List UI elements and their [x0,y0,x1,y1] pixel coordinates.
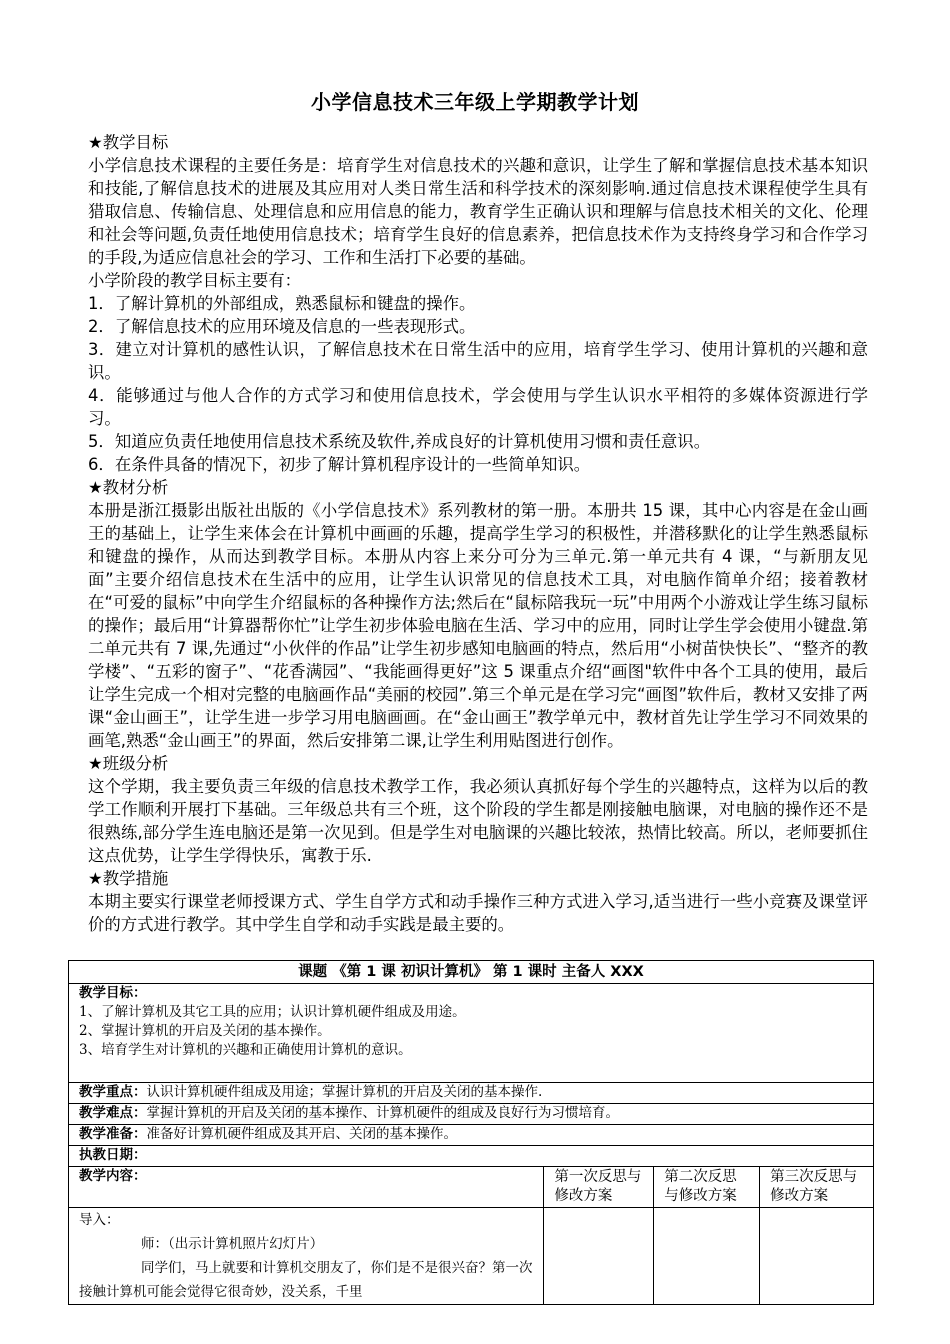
teaching-date-cell [69,1146,874,1167]
content-label: 教学内容： [79,1168,147,1184]
lesson-plan-table [68,960,874,1305]
section-heading-measures: ★教学措施 [88,869,169,888]
goal-item: 2．了解信息技术的应用环境及信息的一些表现形式。 [88,317,476,336]
reflect-second-cell: 第二次反思与修改方案 [654,1167,760,1208]
difficulty-text: 掌握计算机的开启及关闭的基本操作、计算机硬件的组成及良好行为习惯培育。 [146,1105,619,1121]
goal-item: 5．知道应负责任地使用信息技术系统及软件,养成良好的计算机使用习惯和责任意识。 [88,432,711,451]
goal-item: 3．建立对计算机的感性认识，了解信息技术在日常生活中的应用，培育学生学习、使用计算机的兴趣和意识。 [88,340,868,382]
section-heading-textbook: ★教材分析 [88,478,169,497]
preparation-text: 准备好计算机硬件组成及其开启、关闭的基本操作。 [146,1126,457,1142]
section-heading-goals: ★教学目标 [88,133,169,152]
objective-item: 2、掌握计算机的开启及关闭的基本操作。 [79,1023,331,1039]
preparation-label: 教学准备： [79,1126,147,1142]
reflect-third-blank [760,1208,874,1305]
goal-item: 4．能够通过与他人合作的方式学习和使用信息技术，学会使用与学生认识水平相符的多媒体资源进行学习。 [88,386,868,428]
paragraph: 这个学期，我主要负责三年级的信息技术教学工作，我必须认真抓好每个学生的兴趣特点，这样为以后的教学工作顺利开展打下基础。三年级总共有三个班，这个阶段的学生都是刚接触电脑课，对电脑的操作还不是很熟练,部分学生连电脑还是第一次见到。但是学生对电脑课的兴趣比较浓，热情比较高。所以，老师要抓住这点优势，让学生学得快乐，寓教于乐. [88,777,868,865]
objective-item: 3、培育学生对计算机的兴趣和正确使用计算机的意识。 [79,1042,412,1058]
reflect-third-cell: 第三次反思与修改方案 [760,1167,874,1208]
objectives-label: 教学目标： [79,985,147,1001]
objective-item: 1、了解计算机及其它工具的应用；认识计算机硬件组成及用途。 [79,1004,466,1020]
key-points-cell [69,1083,874,1104]
intro-cell [69,1208,544,1305]
paragraph: 小学阶段的教学目标主要有： [88,271,302,290]
difficulty-cell [69,1104,874,1125]
paragraph: 本期主要实行课堂老师授课方式、学生自学方式和动手操作三种方式进入学习,适当进行一些小竞赛及课堂评价的方式进行教学。其中学生自学和动手实践是最主要的。 [88,892,868,934]
goal-item: 6．在条件具备的情况下，初步了解计算机程序设计的一些简单知识。 [88,455,591,474]
section-heading-class: ★班级分析 [88,754,169,773]
page-title: 小学信息技术三年级上学期教学计划 [311,90,639,114]
goal-item: 1．了解计算机的外部组成，熟悉鼠标和键盘的操作。 [88,294,476,313]
key-points-text: 认识计算机硬件组成及用途；掌握计算机的开启及关闭的基本操作. [146,1084,543,1100]
lesson-header: 课题 《第 1 课 初识计算机》 第 1 课时 主备人 XXX [69,961,874,984]
key-points-label: 教学重点： [79,1084,147,1100]
paragraph: 小学信息技术课程的主要任务是：培育学生对信息技术的兴趣和意识，让学生了解和掌握信息技术基本知识和技能,了解信息技术的进展及其应用对人类日常生活和科学技术的深刻影响.通过信息技术课程使学生具有猎取信息、传输信息、处理信息和应用信息的能力，教育学生正确认识和理解与信息技术相关的文化、伦理和社会等问题,负责任地使用信息技术；培育学生良好的信息素养，把信息技术作为支持终身学习和合作学习的手段,为适应信息社会的学习、工作和生活打下必要的基础。 [88,156,868,267]
paragraph: 本册是浙江摄影出版社出版的《小学信息技术》系列教材的第一册。本册共 15 课，其中心内容是在金山画王的基础上，让学生来体会在计算机中画画的乐趣，提高学生学习的积极性，并潜移默化的让学生熟悉鼠标和键盘的操作，从而达到教学目标。本册从内容上来分可分为三单元.第一单元共有 4 课，“与新朋友见面”主要介绍信息技术在生活中的应用，让学生认识常见的信息技术工具，对电脑作简单介绍；接着教材在“可爱的鼠标”中向学生介绍鼠标的各种操作方法;然后在“鼠标陪我玩一玩”中用两个小游戏让学生练习鼠标的操作；最后用“计算器帮你忙”让学生初步体验电脑在生活、学习中的应用，同时让学生学会使用小键盘.第二单元共有 7 课,先通过“小伙伴的作品”让学生初步感知电脑画的特点，然后用“小树苗快快长”、“整齐的教学楼”、“五彩的窗子”、“花香满园”、“我能画得更好”这 5 课重点介绍“画图"软件中各个工具的使用，最后让学生完成一个相对完整的电脑画作品“美丽的校园”.第三个单元是在学习完“画图”软件后，教材又安排了两课“金山画王”，让学生进一步学习用电脑画画。在“金山画王”教学单元中，教材首先让学生学习不同效果的画笔,熟悉“金山画王”的界面，然后安排第二课,让学生利用贴图进行创作。 [88,501,868,750]
difficulty-label: 教学难点： [79,1105,147,1121]
preparation-cell [69,1125,874,1146]
teaching-date-label: 执教日期： [79,1147,147,1163]
intro-label: 导入： [79,1212,120,1228]
reflect-second-blank [654,1208,760,1305]
objectives-cell [69,984,874,1083]
plan-body [88,131,868,936]
reflect-first-blank [544,1208,654,1305]
reflect-first-cell: 第一次反思与修改方案 [544,1167,654,1208]
content-label-cell [69,1167,544,1208]
intro-line: 师：（出示计算机照片幻灯片） [141,1236,324,1252]
intro-line: 同学们，马上就要和计算机交朋友了，你们是不是很兴奋？第一次接触计算机可能会觉得它很奇妙，没关系，千里 [79,1260,533,1300]
